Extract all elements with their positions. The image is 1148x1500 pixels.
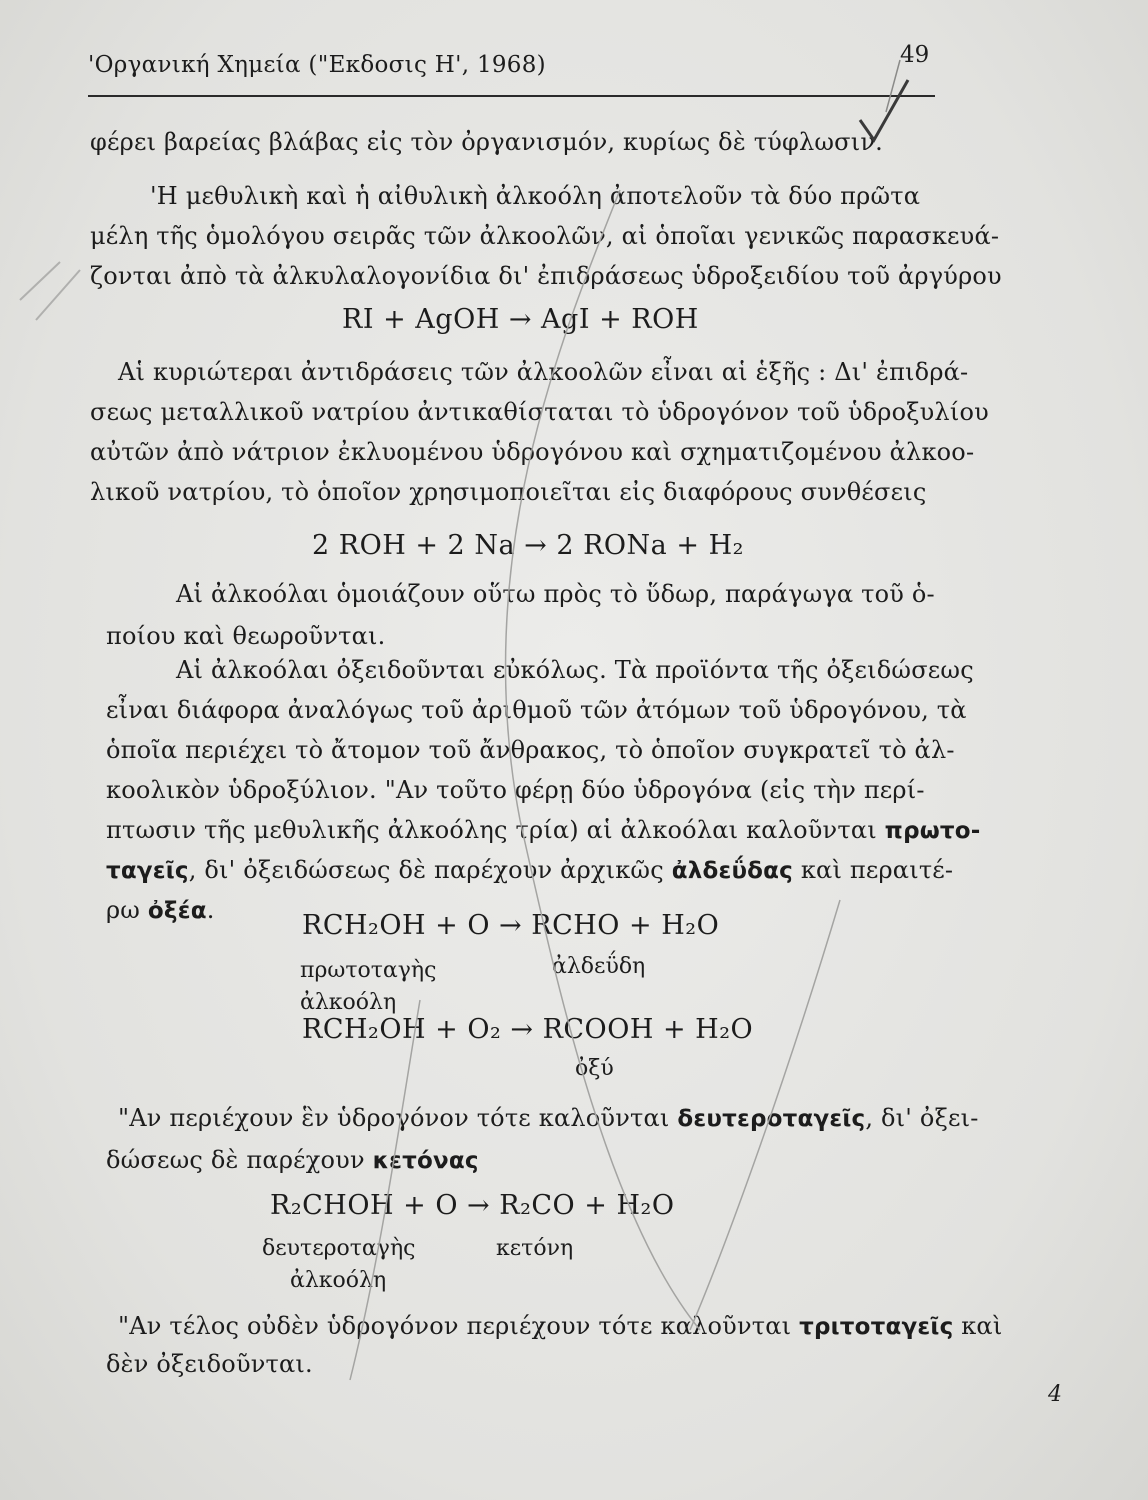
- equation-primary-to-acid: RCH₂OH + O₂ → RCOOH + H₂O: [302, 1014, 754, 1045]
- text-line: εἶναι διάφορα ἀναλόγως τοῦ ἀριθμοῦ τῶν ἀτόμων τοῦ ὑδρογόνου, τὰ: [106, 696, 967, 724]
- equation-halide-hydrolysis: RI + AgOH → AgI + ROH: [342, 304, 699, 335]
- text-line: φέρει βαρείας βλάβας εἰς τὸν ὀργανισμόν, κυρίως δὲ τύφλωσιν.: [90, 128, 883, 156]
- text-line: Αἱ ἀλκοόλαι ὁμοιάζουν οὕτω πρὸς τὸ ὕδωρ, παράγωγα τοῦ ὁ-: [176, 580, 935, 608]
- pencil-stroke: [886, 60, 900, 112]
- header-rule: [88, 95, 935, 97]
- equation-primary-to-aldehyde: RCH₂OH + O → RCHO + H₂O: [302, 910, 720, 941]
- term-tertiary: τριτοταγεῖς: [799, 1314, 954, 1340]
- text-run: δώσεως δὲ παρέχουν: [106, 1146, 373, 1174]
- text-line: [106, 1146, 479, 1174]
- pencil-stroke: [20, 262, 80, 320]
- label-ketone: κετόνη: [496, 1236, 574, 1261]
- text-line: [118, 1104, 979, 1132]
- text-line: 'Η μεθυλικὴ καὶ ἡ αἰθυλικὴ ἀλκοόλη ἀποτελοῦν τὰ δύο πρῶτα: [150, 182, 921, 210]
- text-line: μέλη τῆς ὁμολόγου σειρᾶς τῶν ἀλκοολῶν, αἱ ὁποῖαι γενικῶς παρασκευά-: [90, 222, 1000, 250]
- text-run: , δι' ὀξει-: [865, 1104, 979, 1132]
- term-secondary: δευτεροταγεῖς: [677, 1106, 866, 1132]
- equation-sodium-alkoxide: 2 ROH + 2 Na → 2 RONa + H₂: [312, 530, 744, 561]
- text-line: σεως μεταλλικοῦ νατρίου ἀντικαθίσταται τὸ ὑδρογόνον τοῦ ὑδροξυλίου: [90, 398, 989, 426]
- term-aldehydes: ἀλδεΰδας: [671, 858, 794, 884]
- text-line: δὲν ὀξειδοῦνται.: [106, 1350, 313, 1378]
- label-alcohol: ἀλκοόλη: [300, 990, 397, 1015]
- text-line: λικοῦ νατρίου, τὸ ὁποῖον χρησιμοποιεῖται εἰς διαφόρους συνθέσεις: [90, 478, 927, 506]
- label-alcohol: ἀλκοόλη: [290, 1268, 387, 1293]
- text-line: ποίου καὶ θεωροῦνται.: [106, 622, 386, 650]
- text-line: [118, 1312, 1002, 1340]
- text-run: καὶ περαιτέ-: [793, 856, 954, 884]
- text-line: ζονται ἀπὸ τὰ ἀλκυλαλογονίδια δι' ἐπιδράσεως ὑδροξειδίου τοῦ ἀργύρου: [90, 262, 1002, 290]
- text-line: κοολικὸν ὑδροξύλιον. "Αν τοῦτο φέρῃ δύο ὑδρογόνα (εἰς τὴν περί-: [106, 776, 925, 804]
- label-aldehyde: ἀλδεΰδη: [552, 954, 646, 979]
- text-run: "Αν περιέχουν ἓν ὑδρογόνον τότε καλοῦνται: [118, 1104, 678, 1132]
- running-header: 'Οργανική Χημεία ("Εκδοσις Η', 1968): [88, 52, 546, 78]
- text-run: "Αν τέλος οὐδὲν ὑδρογόνον περιέχουν τότε καλοῦνται: [118, 1312, 800, 1340]
- label-secondary-alcohol: δευτεροταγὴς: [262, 1236, 416, 1261]
- label-acid: ὀξύ: [575, 1056, 614, 1081]
- text-run: .: [206, 896, 215, 924]
- term-primary: πρωτο-: [884, 818, 981, 844]
- term-acids: ὀξέα: [147, 898, 207, 924]
- text-run: πτωσιν τῆς μεθυλικῆς ἀλκοόλης τρία) αἱ ἀλκοόλαι καλοῦνται: [106, 816, 885, 844]
- label-primary-alcohol: πρωτοταγὴς: [300, 958, 437, 983]
- signature-mark: 4: [1048, 1382, 1062, 1407]
- text-line: ὁποῖα περιέχει τὸ ἄτομον τοῦ ἄνθρακος, τὸ ὁποῖον συγκρατεῖ τὸ ἀλ-: [106, 736, 955, 764]
- text-line: Αἱ ἀλκοόλαι ὀξειδοῦνται εὐκόλως. Τὰ προϊόντα τῆς ὀξειδώσεως: [176, 656, 974, 684]
- text-run: , δι' ὀξειδώσεως δὲ παρέχουν ἀρχικῶς: [188, 856, 672, 884]
- text-line: αὐτῶν ἀπὸ νάτριον ἐκλυομένου ὑδρογόνου καὶ σχηματιζομένου ἀλκοο-: [90, 438, 975, 466]
- text-line: [106, 856, 953, 884]
- text-line: [106, 816, 981, 844]
- text-run: καὶ: [953, 1312, 1003, 1340]
- text-line: [106, 896, 215, 924]
- term-primary-cont: ταγεῖς: [106, 858, 189, 884]
- term-ketones: κετόνας: [372, 1148, 479, 1174]
- page-number: 49: [900, 42, 930, 68]
- text-line: Αἱ κυριώτεραι ἀντιδράσεις τῶν ἀλκοολῶν εἶναι αἱ ἑξῆς : Δι' ἐπιδρά-: [118, 358, 969, 386]
- text-run: ρω: [106, 896, 148, 924]
- equation-secondary-to-ketone: R₂CHOH + O → R₂CO + H₂O: [270, 1190, 675, 1221]
